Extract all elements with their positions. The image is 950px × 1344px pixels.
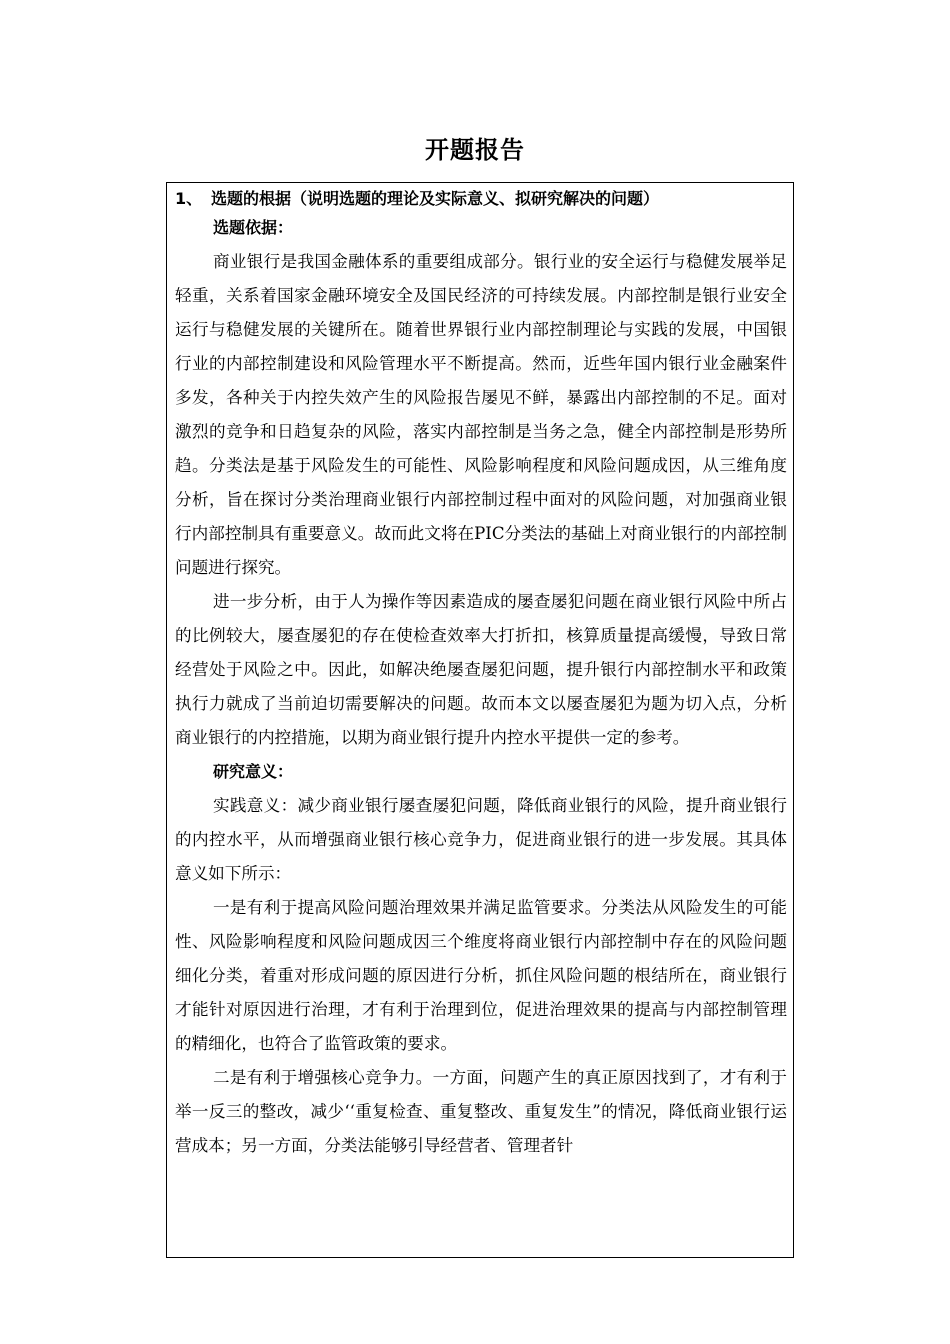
significance-paragraph-3: 二是有利于增强核心竞争力。一方面，问题产生的真正原因找到了，才有利于举一反三的整改，减少‘‘重复检查、重复整改、重复发生”的情况，降低商业银行运营成本；另一方面，分类法能够引导经营者、管理者针 xyxy=(175,1068,787,1155)
report-content xyxy=(175,211,787,1163)
significance-paragraph-1: 实践意义：减少商业银行屡查屡犯问题，降低商业银行的风险，提升商业银行的内控水平，从而增强商业银行核心竞争力，促进商业银行的进一步发展。其具体意义如下所示： xyxy=(175,796,787,883)
basis-paragraph-1: 商业银行是我国金融体系的重要组成部分。银行业的安全运行与稳健发展举足轻重，关系着国家金融环境安全及国民经济的可持续发展。内部控制是银行业安全运行与稳健发展的关键所在。随着世界银行业内部控制理论与实践的发展，中国银行业的内部控制建设和风险管理水平不断提高。然而，近些年国内银行业金融案件多发，各种关于内控失效产生的风险报告屡见不鲜，暴露出内部控制的不足。面对激烈的竞争和日趋复杂的风险，落实内部控制是当务之急，健全内部控制是形势所趋。分类法是基于风险发生的可能性、风险影响程度和风险问题成因，从三维角度分析，旨在探讨分类治理商业银行内部控制过程中面对的风险问题，对加强商业银行内部控制具有重要意义。故而此文将在PIC分类法的基础上对商业银行的内部控制问题进行探究。 xyxy=(175,252,787,577)
basis-heading: 选题依据： xyxy=(213,218,294,237)
basis-paragraph-2: 进一步分析，由于人为操作等因素造成的屡查屡犯问题在商业银行风险中所占的比例较大，屡查屡犯的存在使检查效率大打折扣，核算质量提高缓慢，导致日常经营处于风险之中。因此，如解决绝屡查屡犯问题，提升银行内部控制水平和政策执行力就成了当前迫切需要解决的问题。故而本文以屡查屡犯为题为切入点，分析商业银行的内控措施，以期为商业银行提升内控水平提供一定的参考。 xyxy=(175,592,787,747)
report-table xyxy=(166,182,794,1258)
section-heading-text: 选题的根据（说明选题的理论及实际意义、拟研究解决的问题） xyxy=(211,189,660,208)
significance-paragraph-2: 一是有利于提高风险问题治理效果并满足监管要求。分类法从风险发生的可能性、风险影响程度和风险问题成因三个维度将商业银行内部控制中存在的风险问题细化分类，着重对形成问题的原因进行分析，抓住风险问题的根结所在，商业银行才能针对原因进行治理，才有利于治理到位，促进治理效果的提高与内部控制管理的精细化，也符合了监管政策的要求。 xyxy=(175,898,787,1053)
significance-heading: 研究意义： xyxy=(213,762,294,781)
section-heading xyxy=(175,187,787,211)
page-title: 开题报告 xyxy=(425,136,525,164)
section-number: 1、 xyxy=(175,189,203,208)
